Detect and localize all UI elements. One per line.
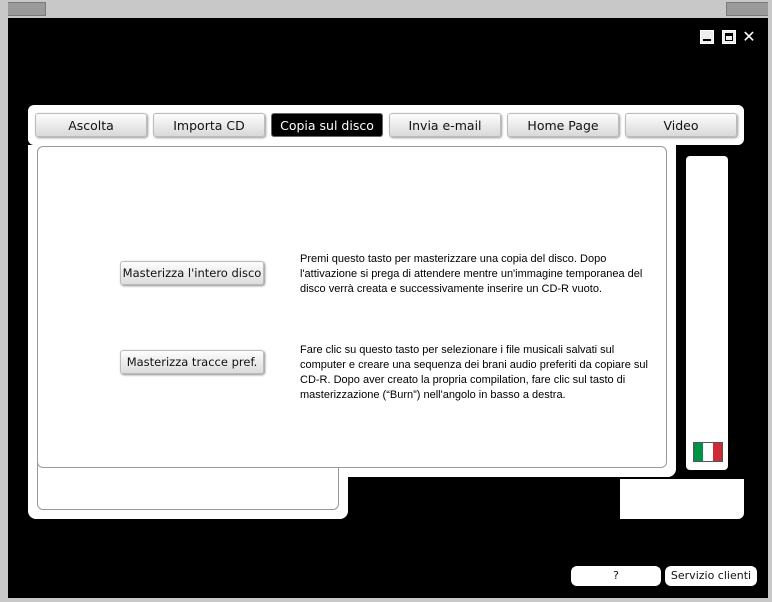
window-frame-right <box>768 0 772 602</box>
burn-whole-disc-description: Premi questo tasto per masterizzare una copia del disco. Dopo l'attivazione si prega di attendere mentre un'immagine temporanea del disco verrà creata e successivamente inserire un CD-R vuoto. <box>300 253 643 295</box>
window-frame-left <box>0 0 8 602</box>
tab-ascolta[interactable]: Ascolta <box>35 113 147 137</box>
content-panel <box>37 146 667 468</box>
burn-favorite-tracks-button[interactable]: Masterizza tracce pref. <box>120 350 264 374</box>
close-icon[interactable]: ✕ <box>742 27 756 46</box>
burn-area <box>620 479 744 519</box>
tab-invia-email[interactable]: Invia e-mail <box>389 113 501 137</box>
italian-flag-icon[interactable] <box>693 442 723 462</box>
maximize-icon[interactable] <box>722 30 736 44</box>
tab-importa-cd[interactable]: Importa CD <box>153 113 265 137</box>
flag-stripe-red <box>713 443 722 461</box>
tab-copia-sul-disco[interactable]: Copia sul disco <box>271 113 383 137</box>
flag-stripe-white <box>703 443 712 461</box>
side-panel <box>686 156 728 470</box>
window-title-bar[interactable] <box>0 0 772 18</box>
help-button[interactable]: ? <box>571 566 661 586</box>
resize-grip-left[interactable] <box>2 2 46 16</box>
tab-bar <box>28 105 744 145</box>
minimize-icon[interactable] <box>700 30 714 44</box>
burn-whole-disc-button[interactable]: Masterizza l'intero disco <box>120 261 264 285</box>
burn-favorite-tracks-description: Fare clic su questo tasto per selezionare i file musicali salvati sul computer e creare una sequenza dei brani audio preferiti da copiare sul CD-R. Dopo aver creato la propria compilation, fare clic sul tasto di masterizzazione (“Burn”) nell'angolo in basso a destra. <box>300 344 648 401</box>
flag-stripe-green <box>694 443 703 461</box>
resize-grip-right[interactable] <box>726 2 770 16</box>
customer-service-button[interactable]: Servizio clienti <box>665 566 757 586</box>
tab-video[interactable]: Video <box>625 113 737 137</box>
tab-home-page[interactable]: Home Page <box>507 113 619 137</box>
window-frame-bottom <box>0 598 772 602</box>
